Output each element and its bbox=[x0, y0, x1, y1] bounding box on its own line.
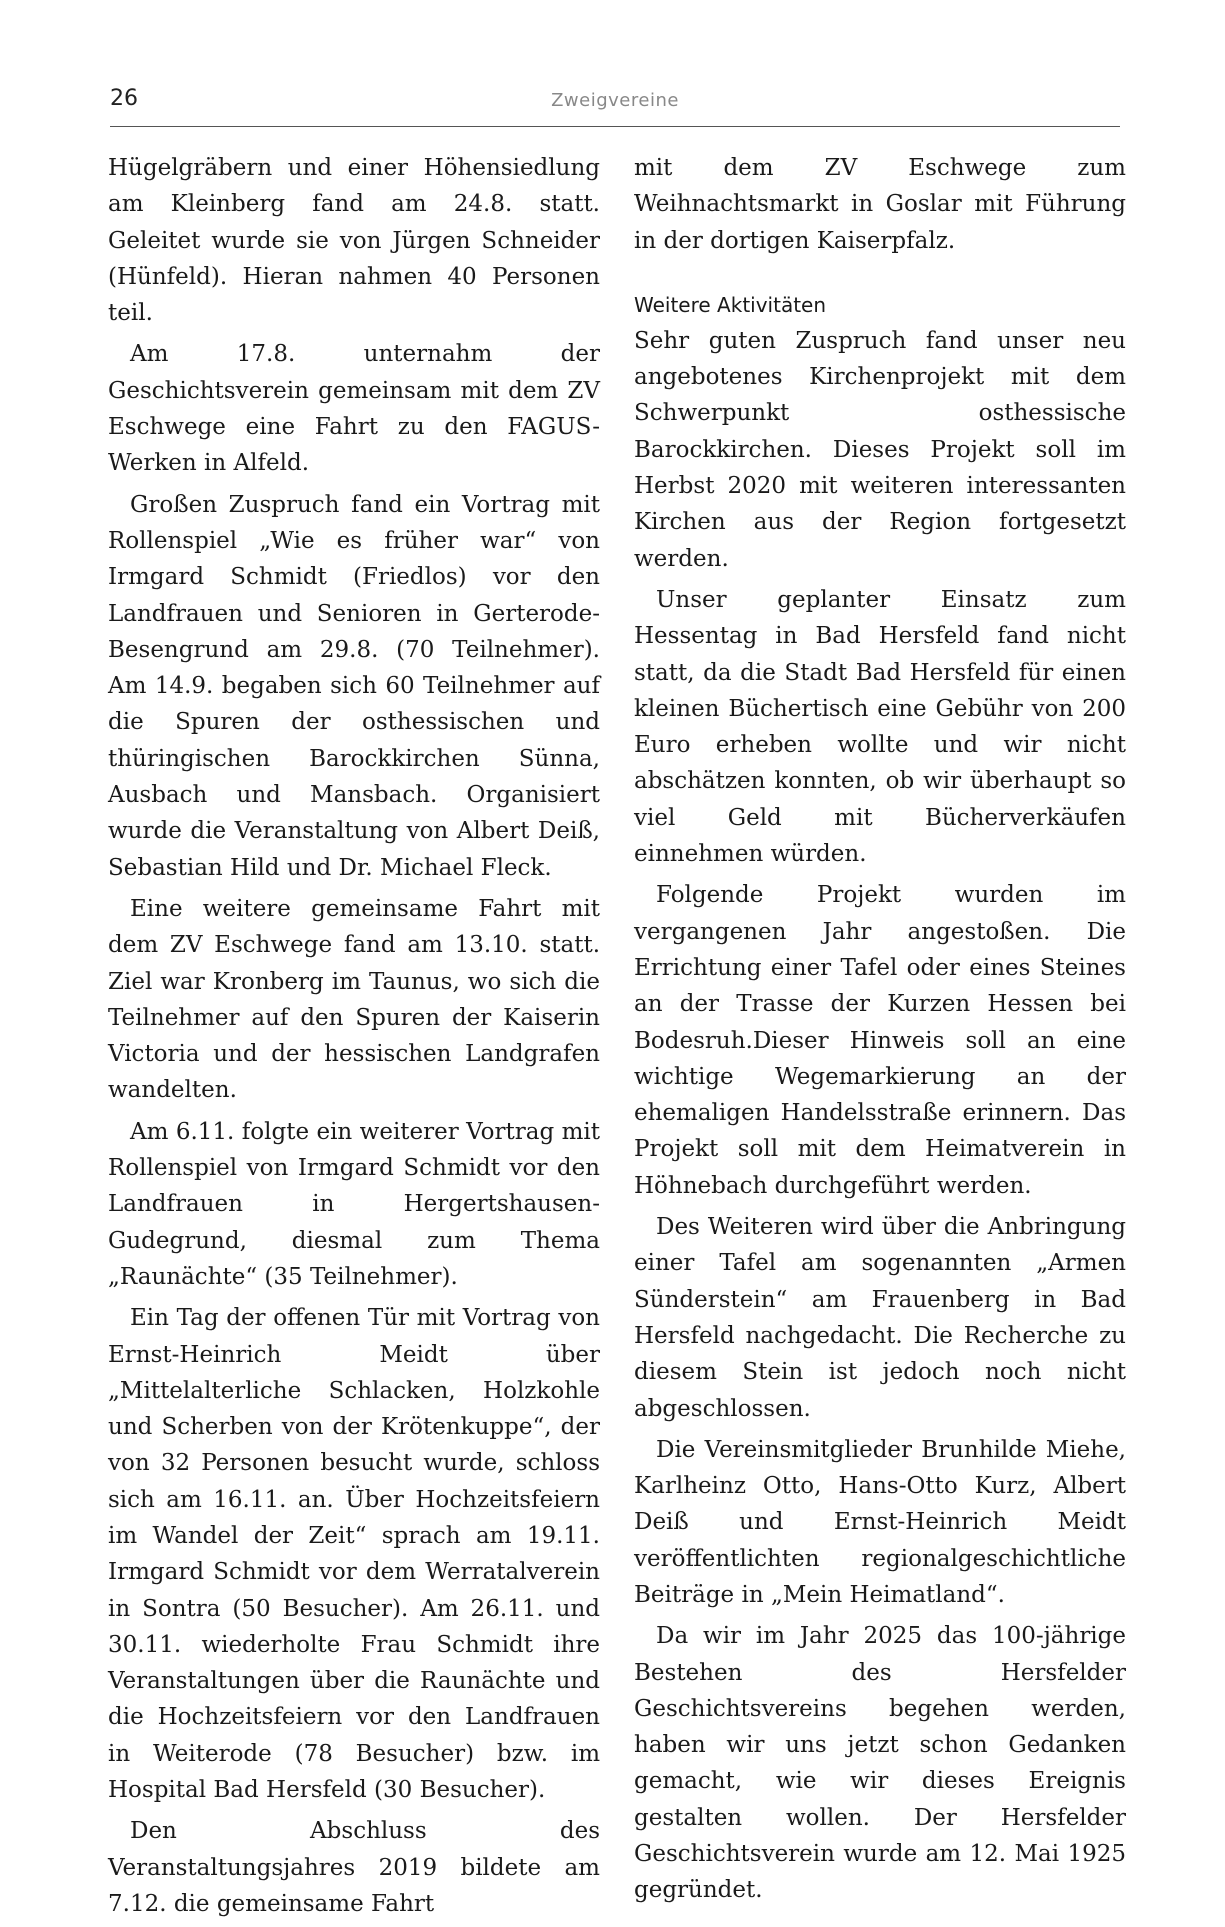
page-header bbox=[110, 86, 1120, 127]
right-column bbox=[634, 150, 1126, 1914]
paragraph: Den Abschluss des Veranstaltungsjahres 2019 bildete am 7.12. die gemeinsame Fahrt bbox=[108, 1818, 600, 1917]
page-number: 26 bbox=[110, 86, 138, 111]
paragraph: Hügelgräbern und einer Höhensiedlung am Kleinberg fand am 24.8. statt. Geleitet wurde sie von Jürgen Schneider (Hünfeld). Hieran nahmen 40 Personen teil. bbox=[108, 155, 600, 327]
paragraph: Am 6.11. folgte ein weiterer Vortrag mit Rollenspiel von Irmgard Schmidt vor den Landfrauen in Hergertshausen-Gudegrund, diesmal zum Thema „Raunächte“ (35 Teilnehmer). bbox=[108, 1118, 600, 1290]
paragraph: Am 17.8. unternahm der Geschichtsverein gemeinsam mit dem ZV Eschwege eine Fahrt zu den FAGUS-Werken in Alfeld. bbox=[108, 341, 600, 477]
paragraph: Folgende Projekt wurden im vergangenen Jahr angestoßen. Die Errichtung einer Tafel oder eines Steines an der Trasse der Kurzen Hessen bei Bodesruh.Dieser Hinweis soll an eine wichtige Wegemarkierung an der ehemaligen Handelsstraße erinnern. Das Projekt soll mit dem Heimatverein in Höhnebach durchgeführt werden. bbox=[634, 882, 1126, 1199]
paragraph: Eine weitere gemeinsame Fahrt mit dem ZV Eschwege fand am 13.10. statt. Ziel war Kronberg im Taunus, wo sich die Teilnehmer auf den Spuren der Kaiserin Victoria und der hessischen Landgrafen wandelten. bbox=[108, 895, 600, 1104]
paragraph: Des Weiteren wird über die Anbringung einer Tafel am sogenannten „Armen Sünderstein“ am Frauenberg in Bad Hersfeld nachgedacht. Die Recherche zu diesem Stein ist jedoch noch nicht abgeschlossen. bbox=[634, 1214, 1126, 1422]
paragraph: Die Vereinsmitglieder Brunhilde Miehe, Karlheinz Otto, Hans-Otto Kurz, Albert Deiß und Ernst-Heinrich Meidt veröffentlichten regionalgeschichtliche Beiträge in „Mein Heimatland“. bbox=[634, 1436, 1126, 1608]
paragraph: Da wir im Jahr 2025 das 100-jährige Bestehen des Hersfelder Geschichtsvereins begehen werden, haben wir uns jetzt schon Gedanken gemacht, wie wir dieses Ereignis gestalten wollen. Der Hersfelder Geschichtsverein wurde am 12. Mai 1925 gegründet. bbox=[634, 1623, 1126, 1904]
section-heading: Weitere Aktivitäten bbox=[634, 292, 827, 317]
paragraph: Großen Zuspruch fand ein Vortrag mit Rollenspiel „Wie es früher war“ von Irmgard Schmidt (Friedlos) vor den Landfrauen und Senioren in Gerterode-Besengrund am 29.8. (70 Teilnehmer). Am 14.9. begaben sich 60 Teilnehmer auf die Spuren der osthessischen und thüringischen Barockkirchen Sünna, Ausbach und Mansbach. Organisiert wurde die Veranstaltung von Albert Deiß, Sebastian Hild und Dr. Michael Fleck. bbox=[108, 491, 600, 881]
paragraph: Unser geplanter Einsatz zum Hessentag in Bad Hersfeld fand nicht statt, da die Stadt Bad Hersfeld für einen kleinen Büchertisch eine Gebühr von 200 Euro erheben wollte und wir nicht abschätzen konnten, ob wir überhaupt so viel Geld mit Bücherverkäufen einnehmen würden. bbox=[634, 586, 1126, 868]
running-head: Zweigvereine bbox=[551, 90, 679, 111]
paragraph-continuation: mit dem ZV Eschwege zum Weihnachtsmarkt in Goslar mit Führung in der dortigen Kaiserpfalz. bbox=[634, 155, 1126, 254]
left-column bbox=[108, 150, 600, 1927]
paragraph: Sehr guten Zuspruch fand unser neu angebotenes Kirchenprojekt mit dem Schwerpunkt osthessische Barockkirchen. Dieses Projekt soll im Herbst 2020 mit weiteren interessanten Kirchen aus der Region fortgesetzt werden. bbox=[634, 327, 1126, 572]
paragraph: Ein Tag der offenen Tür mit Vortrag von Ernst-Heinrich Meidt über „Mittelalterliche Schlacken, Holzkohle und Scherben von der Krötenkuppe“, der von 32 Personen besucht wurde, schloss sich am 16.11. an. Über Hochzeitsfeiern im Wandel der Zeit“ sprach am 19.11. Irmgard Schmidt vor dem Werratalverein in Sontra (50 Besucher). Am 26.11. und 30.11. wiederholte Frau Schmidt ihre Veranstaltungen über die Raunächte und die Hochzeitsfeiern vor den Landfrauen in Weiterode (78 Besucher) bzw. im Hospital Bad Hersfeld (30 Besucher). bbox=[108, 1305, 600, 1804]
